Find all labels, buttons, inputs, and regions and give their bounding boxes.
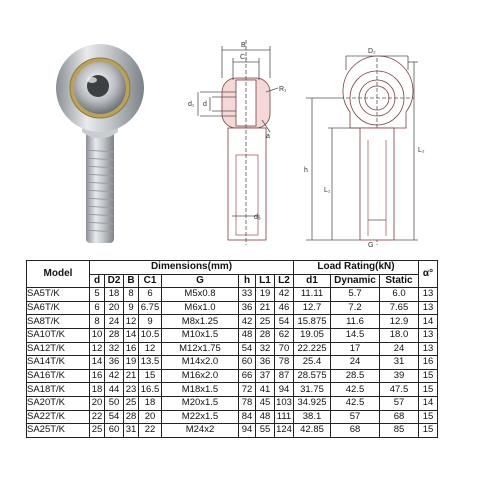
label-d1: d₁: [188, 101, 195, 108]
value-cell: 31: [380, 356, 419, 370]
label-L2: L₂: [418, 147, 425, 154]
model-cell: SA25T/K: [27, 424, 90, 438]
value-cell: 54: [275, 315, 294, 329]
sub-header-l1: L1: [256, 274, 275, 288]
table-row: [27, 356, 438, 370]
value-cell: 28: [105, 328, 124, 342]
value-cell: 16: [124, 342, 139, 356]
model-cell: SA8T/K: [27, 315, 90, 329]
value-cell: 15: [419, 410, 438, 424]
label-L1: L₁: [324, 187, 331, 194]
value-cell: 24: [380, 342, 419, 356]
value-cell: M5x0.8: [162, 288, 239, 302]
value-cell: 22: [139, 424, 162, 438]
label-D2: D₂: [368, 48, 376, 55]
value-cell: 8: [124, 288, 139, 302]
value-cell: M22x1.5: [162, 410, 239, 424]
value-cell: M8x1.25: [162, 315, 239, 329]
value-cell: 124: [276, 424, 292, 436]
value-cell: 42: [105, 369, 124, 383]
value-cell: 13.5: [139, 356, 162, 370]
value-cell: 19: [256, 288, 275, 302]
value-cell: 11.6: [331, 315, 380, 329]
value-cell: 12: [90, 342, 105, 356]
sub-header-d2: D2: [105, 274, 124, 288]
value-cell: 10: [90, 328, 105, 342]
table-body: [27, 288, 438, 438]
value-cell: 13: [419, 342, 438, 356]
value-cell: 24: [331, 356, 380, 370]
value-cell: 78: [275, 356, 294, 370]
value-cell: 7.65: [380, 301, 419, 315]
value-cell: 22.225: [294, 342, 331, 356]
model-cell: SA22T/K: [27, 410, 90, 424]
value-cell: 33: [239, 288, 256, 302]
model-header: Model: [27, 261, 90, 288]
value-cell: 16: [419, 356, 438, 370]
value-cell: 68: [380, 410, 419, 424]
value-cell: 48: [239, 328, 256, 342]
value-cell: 12.7: [294, 301, 331, 315]
sub-header-d1: d1: [294, 274, 331, 288]
value-cell: 57: [331, 410, 380, 424]
value-cell: 28: [124, 410, 139, 424]
sub-header-d: d: [90, 274, 105, 288]
label-a: a: [266, 133, 270, 140]
sub-header-static: Static: [380, 274, 419, 288]
sub-header-h: h: [239, 274, 256, 288]
value-cell: 9: [139, 315, 162, 329]
value-cell: 13: [419, 328, 438, 342]
value-cell: 54: [105, 410, 124, 424]
front-view-drawing: [306, 56, 418, 245]
table-row: [27, 328, 438, 342]
value-cell: 21: [124, 369, 139, 383]
value-cell: 78: [239, 396, 256, 410]
value-cell: M12x1.75: [162, 342, 239, 356]
value-cell: 66: [239, 369, 256, 383]
value-cell: 85: [380, 424, 419, 438]
value-cell: 28.575: [294, 369, 331, 383]
value-cell: 47.5: [380, 383, 419, 397]
value-cell: 87: [275, 369, 294, 383]
value-cell: 18.0: [380, 328, 419, 342]
value-cell: 16: [90, 369, 105, 383]
load-rating-header: Load Rating(kN): [294, 261, 419, 275]
value-cell: 84: [239, 410, 256, 424]
table-row: [27, 315, 438, 329]
model-cell: SA6T/K: [27, 301, 90, 315]
value-cell: 6.0: [380, 288, 419, 302]
model-cell: SA5T/K: [27, 288, 90, 302]
value-cell: M6x1.0: [162, 301, 239, 315]
value-cell: 13: [419, 288, 438, 302]
sub-header-g: G: [162, 274, 239, 288]
value-cell: 18: [139, 396, 162, 410]
value-cell: 6: [90, 301, 105, 315]
value-cell: 14: [419, 396, 438, 410]
value-cell: 70: [275, 342, 294, 356]
sub-header-b: B: [124, 274, 139, 288]
alpha-header: α°: [419, 261, 438, 288]
value-cell: 42.5: [331, 383, 380, 397]
table-row: [27, 301, 438, 315]
value-cell: 12.9: [380, 315, 419, 329]
sub-header-l2: L2: [275, 274, 294, 288]
value-cell: 28.5: [331, 369, 380, 383]
value-cell: 14: [90, 356, 105, 370]
dimensions-header: Dimensions(mm): [90, 261, 294, 275]
value-cell: 19: [124, 356, 139, 370]
value-cell: 94: [239, 424, 256, 438]
value-cell: 15.875: [294, 315, 331, 329]
value-cell: 25: [256, 315, 275, 329]
value-cell: 14.5: [331, 328, 380, 342]
value-cell: 18: [105, 288, 124, 302]
value-cell: 24: [105, 315, 124, 329]
label-d3: d₃: [254, 214, 261, 221]
model-cell: SA18T/K: [27, 383, 90, 397]
value-cell: 46: [275, 301, 294, 315]
value-cell: 57: [380, 396, 419, 410]
rod-end-photo: [56, 44, 144, 243]
value-cell: 8: [90, 315, 105, 329]
value-cell: 12: [139, 342, 162, 356]
specification-table: [26, 260, 438, 438]
table-row: [27, 369, 438, 383]
value-cell: 44: [105, 383, 124, 397]
label-B: B: [241, 42, 246, 49]
label-R1: R₁: [279, 86, 287, 93]
value-cell: 32: [105, 342, 124, 356]
table-row: [27, 410, 438, 424]
table-row: [27, 383, 438, 397]
value-cell: 28: [256, 328, 275, 342]
value-cell: 60: [105, 424, 124, 438]
value-cell: 54: [239, 342, 256, 356]
label-G: G: [368, 242, 374, 249]
value-cell: 42.85: [294, 424, 331, 438]
value-cell: 5.7: [331, 288, 380, 302]
value-cell: M16x2.0: [162, 369, 239, 383]
model-cell: SA12T/K: [27, 342, 90, 356]
value-cell: 50: [105, 396, 124, 410]
model-cell: SA16T/K: [27, 369, 90, 383]
label-C1: C₁: [240, 54, 248, 61]
value-cell: 111: [275, 410, 294, 424]
value-cell: 42: [239, 315, 256, 329]
value-cell: 16.5: [139, 383, 162, 397]
model-cell: SA20T/K: [27, 396, 90, 410]
value-cell: 19.05: [294, 328, 331, 342]
value-cell: 21: [256, 301, 275, 315]
value-cell: 31.75: [294, 383, 331, 397]
value-cell: M18x1.5: [162, 383, 239, 397]
value-cell: 62: [275, 328, 294, 342]
value-cell: 34.925: [294, 396, 331, 410]
value-cell: 42: [275, 288, 294, 302]
label-d: d: [203, 101, 207, 108]
table-row: [27, 396, 438, 410]
value-cell: 68: [331, 424, 380, 438]
value-cell: 20: [90, 396, 105, 410]
value-cell: 103: [276, 397, 292, 409]
value-cell: 38.1: [294, 410, 331, 424]
value-cell: 14: [124, 328, 139, 342]
value-cell: 20: [105, 301, 124, 315]
value-cell: M10x1.5: [162, 328, 239, 342]
value-cell: 36: [239, 301, 256, 315]
value-cell: M14x2.0: [162, 356, 239, 370]
value-cell: 14: [419, 315, 438, 329]
value-cell: 94: [275, 383, 294, 397]
value-cell: 15: [139, 369, 162, 383]
value-cell: 20: [139, 410, 162, 424]
value-cell: 6.75: [139, 301, 162, 315]
value-cell: 48: [256, 410, 275, 424]
value-cell: 22: [90, 410, 105, 424]
value-cell: 32: [256, 342, 275, 356]
value-cell: 25: [90, 424, 105, 438]
value-cell: 12: [124, 315, 139, 329]
table-row: [27, 342, 438, 356]
value-cell: 55: [256, 424, 275, 438]
value-cell: 41: [256, 383, 275, 397]
value-cell: 42.5: [331, 396, 380, 410]
value-cell: 13: [419, 301, 438, 315]
value-cell: 39: [380, 369, 419, 383]
value-cell: 11.11: [294, 288, 331, 302]
value-cell: 60: [239, 356, 256, 370]
label-h: h: [304, 167, 308, 174]
value-cell: 15: [419, 424, 438, 438]
value-cell: 72: [239, 383, 256, 397]
value-cell: 6: [139, 288, 162, 302]
value-cell: M24x2: [162, 424, 239, 438]
sub-header-c1: C1: [139, 274, 162, 288]
value-cell: 25: [124, 396, 139, 410]
sub-header-dynamic: Dynamic: [331, 274, 380, 288]
value-cell: 5: [90, 288, 105, 302]
value-cell: 15: [419, 369, 438, 383]
value-cell: 37: [256, 369, 275, 383]
side-section-drawing: [198, 40, 278, 245]
value-cell: 10.5: [139, 328, 162, 342]
model-cell: SA10T/K: [27, 328, 90, 342]
value-cell: 17: [331, 342, 380, 356]
value-cell: 23: [124, 383, 139, 397]
value-cell: 31: [124, 424, 139, 438]
table-row: [27, 424, 438, 438]
value-cell: 36: [256, 356, 275, 370]
value-cell: 7.2: [331, 301, 380, 315]
value-cell: 15: [419, 383, 438, 397]
value-cell: 45: [256, 396, 275, 410]
value-cell: M20x1.5: [162, 396, 239, 410]
value-cell: 25.4: [294, 356, 331, 370]
value-cell: 18: [90, 383, 105, 397]
model-cell: SA14T/K: [27, 356, 90, 370]
value-cell: 9: [124, 301, 139, 315]
value-cell: 36: [105, 356, 124, 370]
table-row: [27, 288, 438, 302]
